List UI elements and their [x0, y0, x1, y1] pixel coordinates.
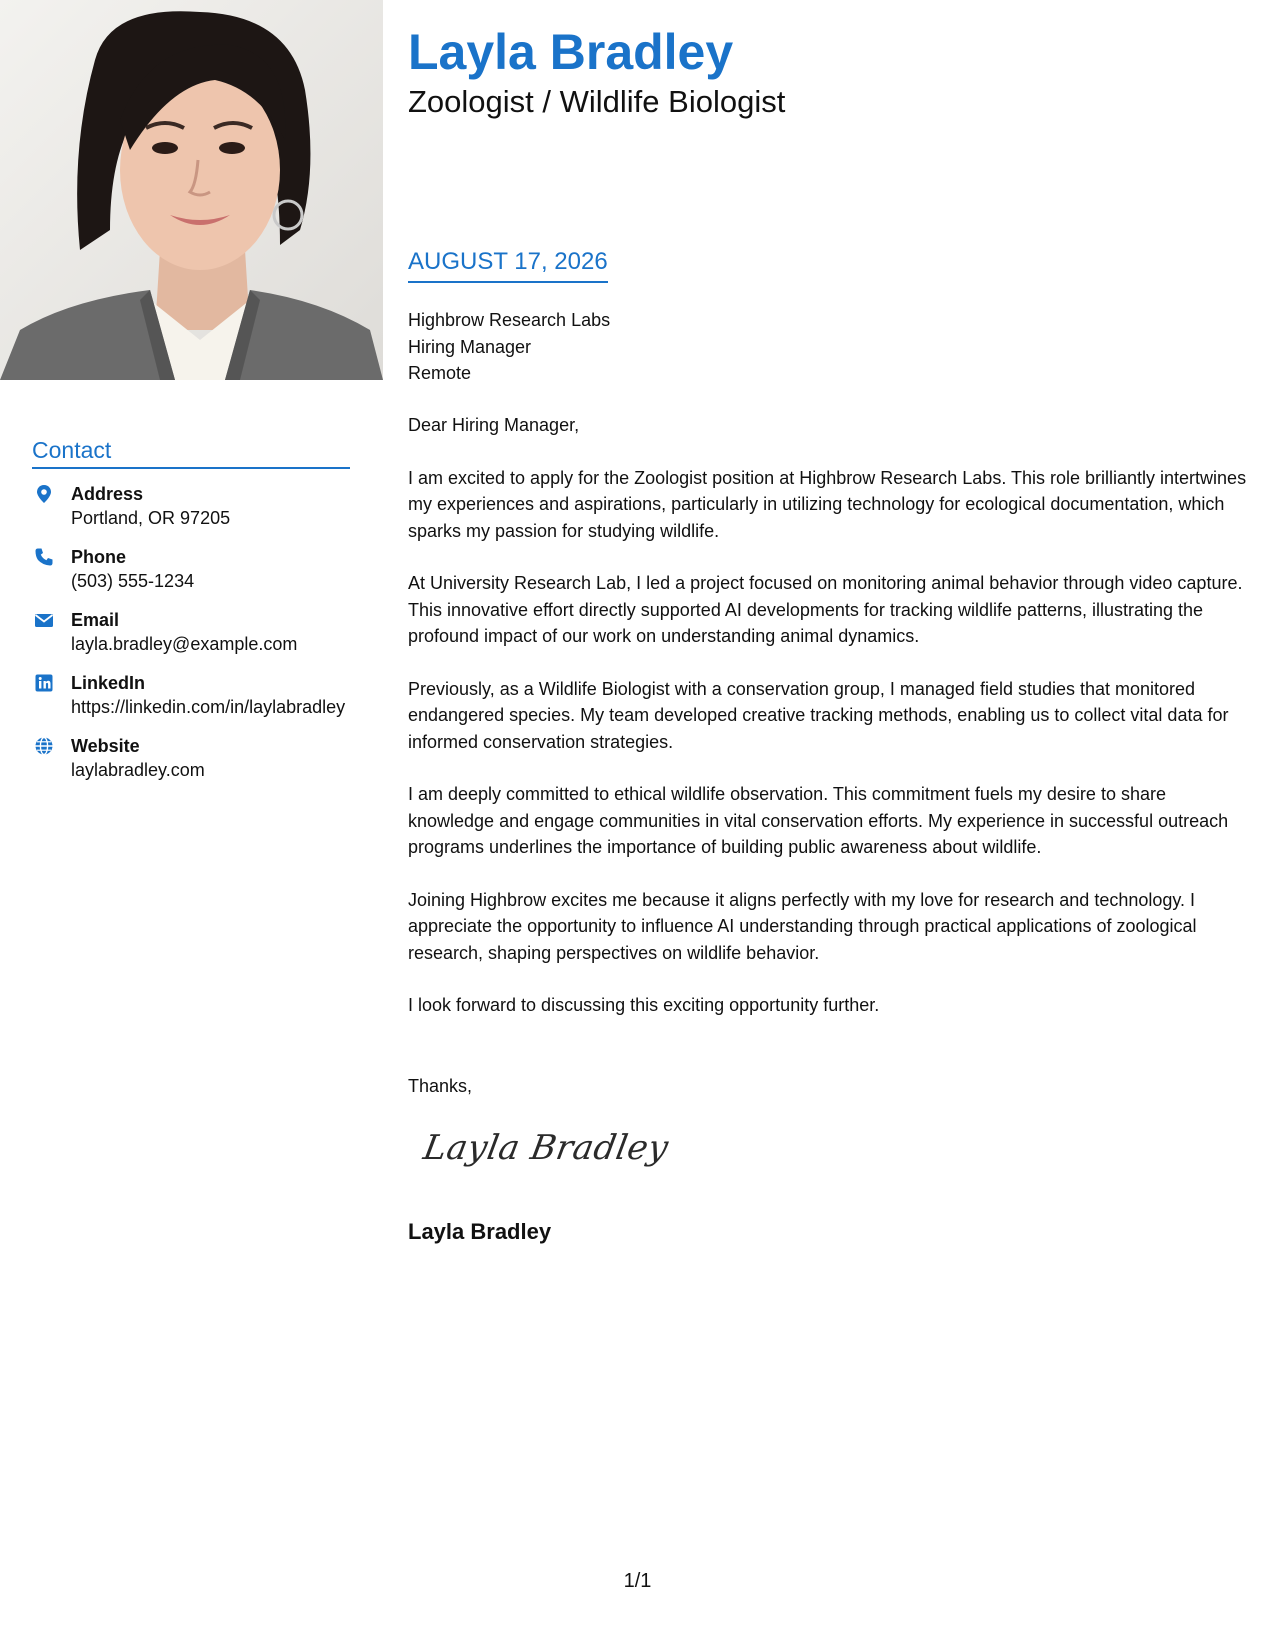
signature: Layla Bradley	[420, 1128, 672, 1168]
contact-address	[32, 482, 362, 530]
recipient-block	[408, 307, 610, 387]
closing: Thanks,	[408, 1076, 473, 1096]
contact-linkedin	[32, 671, 362, 719]
contact-email	[32, 608, 362, 656]
recipient-role: Hiring Manager	[408, 336, 532, 357]
contact-email-value[interactable]: layla.bradley@example.com	[71, 634, 298, 654]
letter-body	[408, 412, 1248, 1045]
letter-date: AUGUST 17, 2026	[408, 248, 608, 283]
contact-phone-value: (503) 555-1234	[71, 571, 195, 591]
recipient-company: Highbrow Research Labs	[408, 310, 611, 330]
email-icon	[34, 610, 54, 630]
applicant-name: Layla Bradley	[408, 24, 734, 80]
page-number: 1/1	[623, 1570, 652, 1592]
profile-photo	[0, 0, 383, 380]
contact-website-value[interactable]: laylabradley.com	[71, 760, 205, 780]
salutation: Dear Hiring Manager,	[408, 415, 580, 435]
paragraph: I am excited to apply for the Zoologist position at Highbrow Research Labs. This role brilliantly intertwines my experiences and aspirations, particularly in utilizing technology for ecological documentation, which sparks my passion for studying wildlife.	[408, 467, 1247, 541]
linkedin-icon	[34, 673, 54, 693]
contact-linkedin-value[interactable]: https://linkedin.com/in/laylabradley	[71, 697, 346, 717]
contact-website	[32, 734, 362, 782]
paragraph: Joining Highbrow excites me because it aligns perfectly with my love for research and technology. I appreciate the opportunity to influence AI understanding through practical applications of zoological research, shaping perspectives on wildlife behavior.	[408, 889, 1197, 963]
globe-icon	[34, 736, 54, 756]
paragraph: I am deeply committed to ethical wildlife observation. This commitment fuels my desire to share knowledge and engage communities in vital conservation efforts. My experience in successful outreach programs underlines the importance of building public awareness about wildlife.	[408, 784, 1229, 857]
contact-address-value: Portland, OR 97205	[71, 508, 231, 528]
contact-website-label: Website	[71, 736, 140, 756]
recipient-location: Remote	[408, 363, 472, 383]
phone-icon	[34, 547, 54, 567]
contact-linkedin-label: LinkedIn	[71, 673, 146, 693]
contact-heading: Contact	[32, 437, 350, 469]
contact-address-label: Address	[71, 484, 144, 504]
contact-phone	[32, 545, 362, 593]
applicant-title: Zoologist / Wildlife Biologist	[408, 84, 786, 119]
location-pin-icon	[34, 484, 54, 504]
contact-email-label: Email	[71, 610, 120, 630]
paragraph: I look forward to discussing this exciting opportunity further.	[408, 995, 880, 1015]
contact-list	[32, 482, 362, 797]
signer-name: Layla Bradley	[408, 1219, 552, 1244]
paragraph: At University Research Lab, I led a project focused on monitoring animal behavior through video capture. This innovative effort directly supported AI developments for tracking wildlife patterns, illustrating the profound impact of our work on understanding animal dynamics.	[408, 573, 1243, 646]
paragraph: Previously, as a Wildlife Biologist with a conservation group, I managed field studies that monitored endangered species. My team developed creative tracking methods, enabling us to collect vital data for informed conservation strategies.	[408, 678, 1229, 752]
contact-phone-label: Phone	[71, 547, 127, 567]
